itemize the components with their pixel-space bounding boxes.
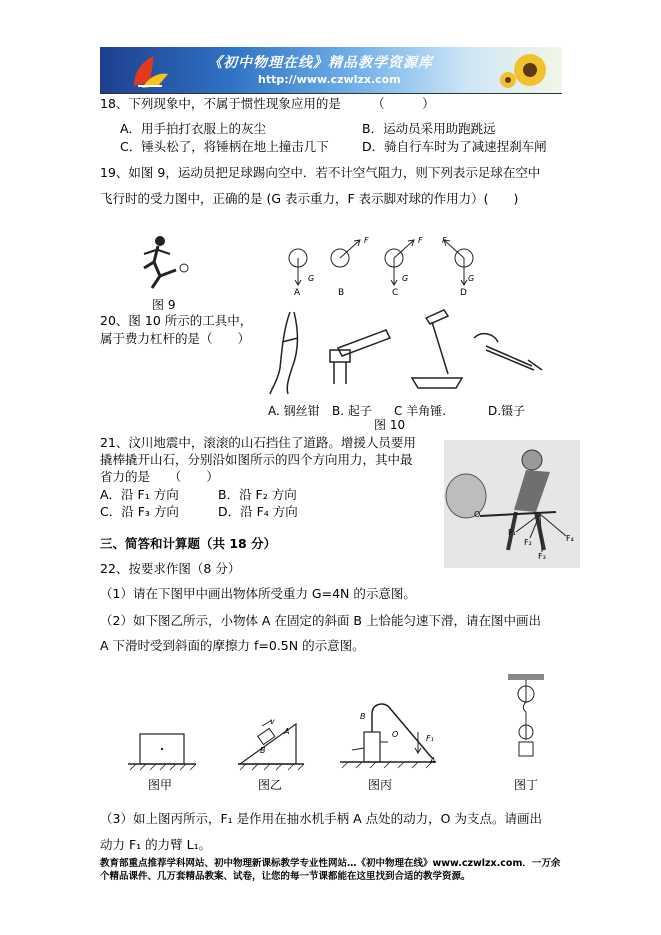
tool-label-b: B. 起子 [332,404,372,418]
header-title: 《初中物理在线》精品教学资源库 [208,55,433,71]
fig-jia-caption: 图甲 [148,778,173,792]
rock-force-f3: F₃ [538,552,546,561]
tool-label-d: D.镊子 [488,404,526,418]
fig-label-c: C [392,288,399,298]
q22-part3-line2: 动力 F₁ 的力臂 L₁。 [100,837,212,852]
fig-bing-pump [338,696,438,774]
q21-option-d: D．沿 F₄ 方向 [218,504,298,519]
rock-force-f4: F₄ [566,534,574,543]
rock-pivot-o: O [474,510,481,519]
fig-ding-pulley [506,674,546,774]
fig-bing-b-label: B [360,712,366,721]
fig-jia-box [126,728,198,772]
q22-part2-line1: （2）如下图乙所示，小物体 A 在固定的斜面 B 上恰能匀速下滑，请在图中画出 [100,613,541,628]
site-logo [128,52,172,90]
section3-title: 三、简答和计算题（共 18 分） [100,536,277,551]
header-url[interactable]: http://www.czwlzx.com [258,73,401,86]
fig-c-g-label: G [402,274,409,283]
q21-line1: 21、汶川地震中，滚滚的山石挡住了道路。增援人员要用 [100,435,416,450]
rock-force-f2: F₂ [524,538,532,547]
soccer-player-figure [130,232,195,297]
fig-d-g-label: G [468,274,475,283]
tool-label-c: C 羊角锤. [394,404,447,418]
footer-line2: 个精品课件、几万套精品教案、试卷，让您的每一节课都能在这里找到合适的教学资源。 [100,871,471,882]
fig-yi-a-label: A [284,727,290,736]
q21-option-c: C．沿 F₃ 方向 [100,504,179,519]
q20-stem-line2: 属于费力杠杆的是（ ） [100,331,251,346]
tool-label-a: A. 钢丝钳 [268,404,320,418]
fig-yi-incline [236,718,306,774]
q19-stem-line2: 飞行时的受力图中，正确的是 (G 表示重力，F 表示脚对球的作用力）( ) [100,191,519,206]
q21-option-b: B．沿 F₂ 方向 [218,487,297,502]
q20-stem-line1: 20、图 10 所示的工具中， [100,313,253,328]
q18-option-d: D．骑自行车时为了减速捏刹车闸 [362,139,547,154]
fig-ding-caption: 图丁 [514,778,539,792]
rock-force-f1: F₁ [508,528,516,537]
fig-a-g-label: G [308,274,315,283]
fig-c-f-label: F [418,236,423,245]
tools-figure [262,308,552,400]
fig-b-f-label: F [364,236,369,245]
footer-line1: 教育部重点推荐学科网站、初中物理新课标教学专业性网站…《初中物理在线》www.czwlzx.com．一万余 [100,858,561,869]
fig-bing-caption: 图丙 [368,778,393,792]
crowbar-rock-figure [444,440,580,568]
fig-bing-a-label: A [430,756,436,765]
fig-bing-f1-label: F₁ [426,734,434,743]
q22-part2-line2: A 下滑时受到斜面的摩擦力 f=0.5N 的示意图。 [100,638,365,653]
q18-stem: 18、下列现象中，不属于惯性现象应用的是 （ ） [100,96,435,111]
q18-option-b: B．运动员采用助跑跳远 [362,121,496,136]
q18-option-c: C．锤头松了，将锤柄在地上撞击几下 [120,139,329,154]
force-diagrams [282,236,482,306]
sunflower-decoration [500,50,556,92]
fig-label-b: B [338,288,345,298]
fig-yi-b-label: B [260,746,266,755]
fig10-caption: 图 10 [374,418,406,432]
q21-line3: 省力的是 （ ） [100,469,219,484]
q19-stem-line1: 19、如图 9，运动员把足球踢向空中．若不计空气阻力，则下列表示足球在空中 [100,165,541,180]
q21-line2: 撬棒撬开山石，分别沿如图所示的四个方向用力，其中最 [100,452,413,467]
fig-label-a: A [294,288,301,298]
fig9-caption: 图 9 [152,298,176,312]
q18-option-a: A．用手拍打衣服上的灰尘 [120,121,267,136]
q22-stem: 22、按要求作图（8 分） [100,561,241,576]
fig-yi-v-label: v [270,717,275,726]
q22-part3-line1: （3）如上图丙所示，F₁ 是作用在抽水机手柄 A 点处的动力，O 为支点。请画出 [100,811,542,826]
fig-bing-o-label: O [392,730,399,739]
q22-part1: （1）请在下图甲中画出物体所受重力 G=4N 的示意图。 [100,586,416,601]
q21-option-a: A．沿 F₁ 方向 [100,487,179,502]
fig-label-d: D [460,288,467,298]
fig-d-f-label: F [442,236,447,245]
fig-yi-caption: 图乙 [258,778,283,792]
